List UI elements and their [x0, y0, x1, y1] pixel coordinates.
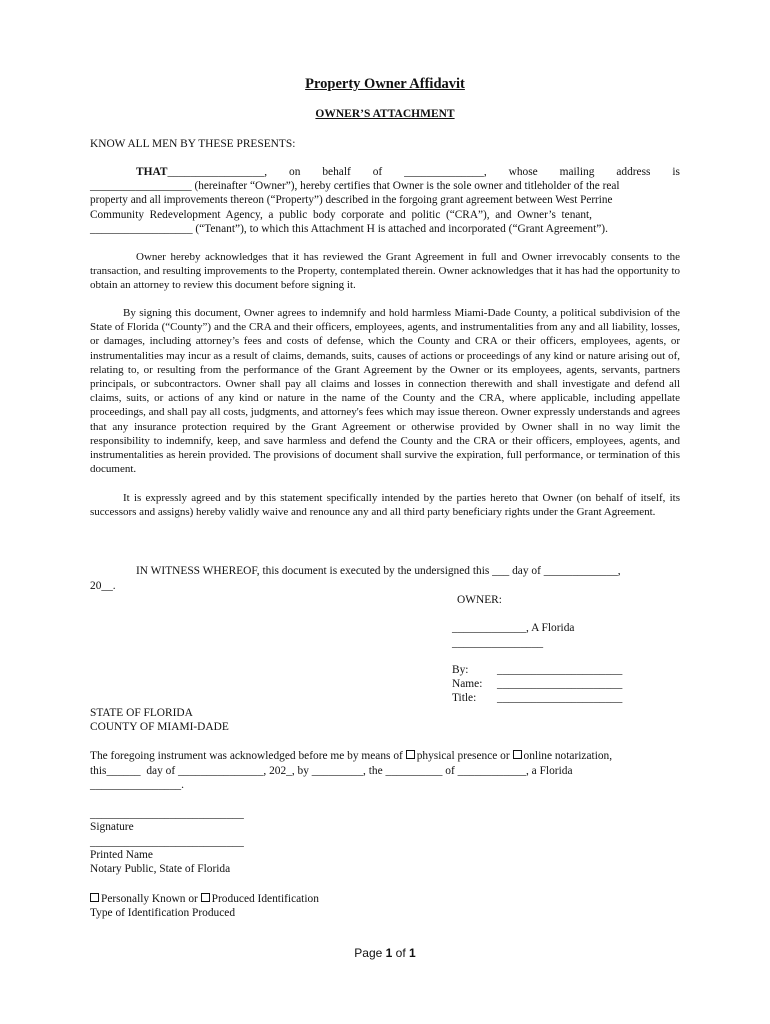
name-blank: ______________________	[497, 678, 623, 690]
witness-year: 20__.	[90, 580, 116, 592]
identification-line	[90, 892, 319, 906]
acknowledgement-line2: this______ day of _______________, 202_, by _________, the __________ of ____________, a Florida	[90, 765, 573, 777]
owner-label: OWNER:	[457, 594, 502, 606]
paragraph-acknowledgement: Owner hereby acknowledges that it has reviewed the Grant Agreement in full and Owner irrevocably consents to the transaction, and resulting improvements to the Property, contemplated therein. Owner acknowledges that it has had the opportunity to obtain an attorney to review this document before signing it.	[90, 251, 680, 292]
produced-identification-checkbox[interactable]	[201, 893, 210, 902]
owner-entity-blank: ________________	[452, 637, 544, 649]
notary-label: Notary Public, State of Florida	[90, 863, 231, 875]
page-total: 1	[409, 946, 416, 960]
online-notarization-label: online notarization,	[523, 750, 613, 762]
p1-line1	[90, 165, 680, 179]
personally-known-label: Personally Known or	[101, 893, 198, 905]
document-title: Property Owner Affidavit	[305, 76, 465, 92]
of-word: of	[395, 946, 406, 960]
owner-florida-entity: _____________, A Florida	[452, 622, 575, 634]
page-number: 1	[385, 946, 393, 960]
p1-line2: __________________ (hereinafter “Owner”), hereby certifies that Owner is the sole owner and titleholder of the real	[90, 180, 620, 193]
physical-presence-checkbox[interactable]	[406, 750, 415, 759]
title-blank: ______________________	[497, 692, 623, 704]
paragraph-indemnification: By signing this document, Owner agrees to indemnify and hold harmless Miami-Dade County, a political subdivision of the State of Florida (“County”) and the CRA and their officers, employees, agents, and instrumentalities from any and all liability, losses, or damages, including attorney’s fees and costs of defense, which the County and CRA or their officers, employees, agents, or instrumentalities may incur as a result of claims, demands, suits, causes of actions or proceedings of any kind or nature arising out of, relating to, or resulting from the performance of the Grant Agreement by the Owner or its employees, agents, servants, partners principals, or subcontractors. Owner shall pay all claims and losses in connection therewith and shall investigate and defend all claims, suits, or actions of any kind or nature in the name of the County and the CRA, where applicable, including appellate proceedings, and shall pay all costs, judgments, and attorney's fees which may issue thereon. Owner expressly understands and agrees that any insurance protection required by the Grant Agreement or otherwise provided by Owner shall in no way limit the responsibility to indemnify, keep, and save harmless and defend the County and the CRA or their officers, employees, agents, and instrumentalities as herein provided. The provisions of document shall survive the expiration, full performance, or termination of this document.	[90, 307, 680, 476]
printed-name-label: Printed Name	[90, 849, 153, 861]
p1-line3: property and all improvements thereon (“Property”) described in the forgoing grant agreement between West Perrine	[90, 194, 613, 207]
title-label: Title:	[452, 692, 477, 704]
witness-line: IN WITNESS WHEREOF, this document is executed by the undersigned this ___ day of _____________,	[136, 565, 621, 577]
acknowledgement-text: The foregoing instrument was acknowledged before me by means of	[90, 750, 403, 762]
page-word: Page	[354, 946, 383, 960]
p1-line4: Community Redevelopment Agency, a public body corporate and politic (“CRA”), and Owner’s tenant,	[90, 208, 592, 221]
page-footer	[0, 946, 770, 960]
intro-heading: KNOW ALL MEN BY THESE PRESENTS:	[90, 138, 296, 150]
personally-known-checkbox[interactable]	[90, 893, 99, 902]
that-keyword: THAT	[136, 166, 168, 178]
signature-label: Signature	[90, 821, 134, 833]
identification-type-label: Type of Identification Produced	[90, 907, 236, 919]
physical-presence-label: physical presence or	[416, 750, 510, 762]
by-label: By:	[452, 664, 469, 676]
produced-identification-label: Produced Identification	[211, 893, 319, 905]
paragraph-owner-certification	[90, 165, 680, 236]
state-heading: STATE OF FLORIDA	[90, 707, 193, 719]
p1-line1-rest: _________________, on behalf of ______________, whose mailing address is	[167, 166, 680, 178]
acknowledgement-line1	[90, 749, 612, 763]
acknowledgement-line3: ________________.	[90, 779, 184, 791]
signature-rule: ___________________________	[90, 808, 244, 820]
by-signature-blank: ______________________	[497, 664, 623, 676]
online-notarization-checkbox[interactable]	[513, 750, 522, 759]
printed-name-rule: ___________________________	[90, 836, 244, 848]
name-label: Name:	[452, 678, 483, 690]
p1-line5: __________________ (“Tenant”), to which this Attachment H is attached and incorporated (“Grant Agreement”).	[90, 222, 608, 235]
document-subtitle: OWNER’S ATTACHMENT	[315, 108, 455, 120]
county-heading: COUNTY OF MIAMI-DADE	[90, 721, 229, 733]
paragraph-waiver: It is expressly agreed and by this statement specifically intended by the parties hereto that Owner (on behalf of itself, its successors and assigns) hereby validly waive and renounce any and all third party beneficiary rights under the Grant Agreement.	[90, 492, 680, 519]
